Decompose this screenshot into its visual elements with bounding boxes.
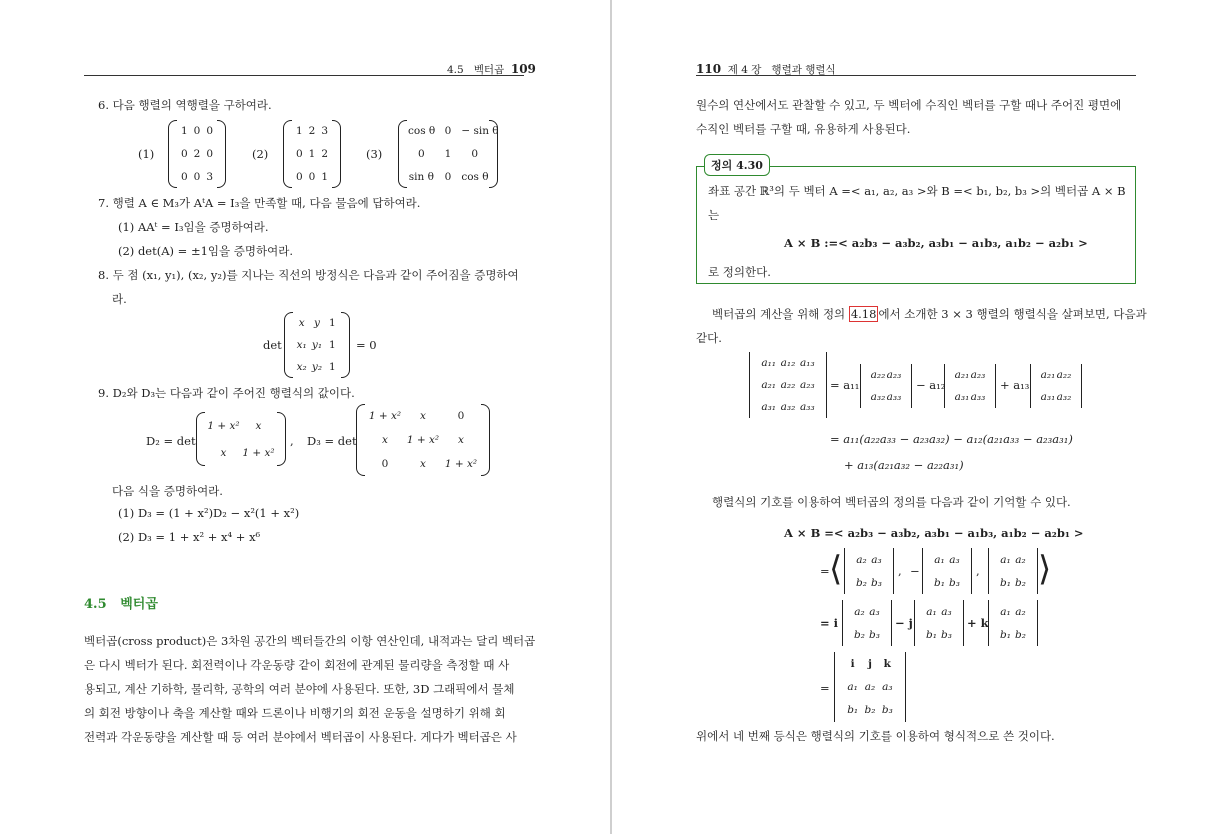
matrix-entry: a₃₁ bbox=[954, 391, 970, 403]
matrix-2 bbox=[283, 120, 341, 188]
definition-formula: A × B :=< a₂b₃ − a₃b₂, a₃b₁ − a₁b₃, a₁b₂ − a₂b₁ > bbox=[784, 236, 1088, 250]
intro-line-1: 원수의 연산에서도 관찰할 수 있고, 두 벡터에 수직인 벡터를 구할 때나 주어진 평면에 bbox=[696, 98, 1122, 112]
matrix-entry: 1 + x² bbox=[444, 458, 478, 470]
header-rule bbox=[696, 75, 1136, 76]
matrix-entry: x bbox=[420, 410, 426, 422]
matrix-3 bbox=[398, 120, 498, 188]
matrix-entry: a₁ bbox=[1000, 553, 1011, 566]
matrix-entry: 1 bbox=[328, 317, 336, 329]
matrix-entry: a₂₂ bbox=[1056, 369, 1072, 381]
problem-text: 다음 행렬의 역행렬을 구하여라. bbox=[112, 98, 272, 112]
definition-line-2: 는 bbox=[708, 208, 720, 222]
right-angle: ⟩ bbox=[1038, 549, 1052, 589]
matrix-entry: a₁₃ bbox=[799, 357, 815, 369]
expand-eq: = a₁₁ bbox=[830, 378, 860, 392]
matrix-entry: 1 + x² bbox=[368, 410, 402, 422]
matrix-entry: a₂₂ bbox=[780, 379, 796, 391]
matrix-entry: 1 bbox=[295, 125, 303, 138]
matrix-entry: y₁ bbox=[311, 339, 323, 351]
matrix-d3 bbox=[356, 404, 490, 476]
matrix-entry: x bbox=[220, 446, 227, 459]
matrix-entry: b₂ bbox=[864, 704, 876, 717]
definition-tag: 정의 4.30 bbox=[704, 154, 770, 176]
page-number: 109 bbox=[510, 62, 536, 76]
minor-i bbox=[842, 600, 892, 646]
matrix-entry: a₂ bbox=[1015, 605, 1026, 618]
matrix-entry: 0 bbox=[295, 148, 303, 160]
matrix-entry: a₂ bbox=[1015, 553, 1026, 566]
closing-text: 위에서 네 번째 등식은 행렬식의 기호를 이용하여 형식적으로 쓴 것이다. bbox=[696, 729, 1055, 743]
matrix-entry: k bbox=[883, 657, 891, 670]
matrix-entry: y₂ bbox=[311, 361, 323, 373]
matrix-entry: 1 bbox=[328, 361, 336, 373]
cross-eq-1: = bbox=[820, 564, 830, 578]
matrix-entry: x bbox=[382, 434, 388, 446]
matrix-entry: b₃ bbox=[871, 576, 882, 589]
expand-plus: + a₁₃ bbox=[1000, 378, 1030, 392]
symbolic-det bbox=[834, 652, 906, 722]
cross-j: − j bbox=[895, 616, 913, 630]
matrix-entry: a₃₃ bbox=[799, 401, 815, 413]
minor-k bbox=[988, 600, 1038, 646]
cross-comma-1: , bbox=[898, 564, 902, 578]
matrix-entry: − sin θ bbox=[461, 125, 499, 138]
matrix-entry: a₃₂ bbox=[780, 401, 796, 413]
header-section: 4.5 bbox=[447, 64, 464, 76]
comma: , bbox=[290, 434, 294, 448]
matrix-entry: x₂ bbox=[296, 361, 307, 373]
para2-line-1 bbox=[712, 307, 1147, 321]
cross-line-1: A × B =< a₂b₃ − a₃b₂, a₃b₁ − a₁b₃, a₁b₂ − a₂b₁ > bbox=[784, 526, 1084, 540]
minor-1 bbox=[844, 548, 894, 594]
matrix-entry: 0 bbox=[471, 148, 478, 160]
matrix-entry: a₂₃ bbox=[970, 369, 986, 381]
matrix-entry: a₁₂ bbox=[780, 357, 796, 369]
matrix-entry: 1 + x² bbox=[242, 446, 275, 459]
matrix-entry: a₂ bbox=[854, 605, 865, 618]
matrix-entry: cos θ bbox=[408, 125, 436, 138]
problem-6 bbox=[98, 98, 272, 112]
matrix-entry: a₂₁ bbox=[954, 369, 970, 381]
left-angle: ⟨ bbox=[829, 549, 843, 589]
matrix-entry: 1 + x² bbox=[207, 419, 240, 432]
section-number: 4.5 bbox=[84, 597, 107, 612]
matrix-entry: a₃₂ bbox=[870, 391, 886, 403]
prove-text: 다음 식을 증명하여라. bbox=[112, 484, 223, 498]
problem-number: 6. bbox=[98, 98, 109, 112]
header-rule bbox=[84, 75, 524, 76]
matrix-entry: a₃₂ bbox=[1056, 391, 1072, 403]
para3: 행렬식의 기호를 이용하여 벡터곱의 정의를 다음과 같이 기억할 수 있다. bbox=[712, 495, 1071, 509]
matrix-entry: a₂₃ bbox=[886, 369, 902, 381]
cross-k: + k bbox=[967, 616, 989, 630]
matrix-entry: a₃ bbox=[882, 681, 893, 693]
header-title: 행렬과 행렬식 bbox=[771, 64, 836, 76]
matrix-entry: i bbox=[850, 657, 855, 670]
matrix-entry: 2 bbox=[321, 148, 328, 160]
matrix-entry: 0 bbox=[180, 148, 188, 160]
matrix-entry: b₁ bbox=[926, 628, 937, 641]
matrix-entry: a₁₁ bbox=[761, 357, 776, 369]
matrix-entry: b₁ bbox=[1000, 628, 1011, 641]
matrix-d2 bbox=[196, 412, 286, 466]
matrix-entry: y bbox=[314, 317, 320, 329]
matrix-entry: b₂ bbox=[1015, 576, 1026, 589]
matrix-entry: 0 bbox=[193, 125, 201, 138]
matrix-entry: 0 bbox=[417, 148, 425, 160]
matrix-entry: 0 bbox=[444, 125, 452, 138]
para-line-3: 용되고, 계산 기하학, 물리학, 공학의 여러 분야에 사용된다. 또한, 3D 그래픽에서 물체 bbox=[84, 682, 515, 696]
matrix-entry: x₁ bbox=[296, 339, 307, 351]
matrix-entry: a₃ bbox=[871, 553, 882, 566]
para-line-2: 은 다시 벡터가 된다. 회전력이나 각운동량 같이 회전에 관계된 물리량을 측정할 때 사 bbox=[84, 658, 510, 672]
matrix-1 bbox=[168, 120, 226, 188]
det-label: det bbox=[263, 338, 282, 352]
cross-comma-2: , bbox=[976, 564, 980, 578]
matrix-entry: a₁ bbox=[1000, 605, 1011, 618]
matrix-entry: x bbox=[420, 458, 426, 470]
intro-line-2: 수직인 벡터를 구할 때, 유용하게 사용된다. bbox=[696, 122, 911, 136]
right-page bbox=[612, 0, 1222, 834]
problem-9: 9. D₂와 D₃는 다음과 같이 주어진 행렬식의 값이다. bbox=[98, 386, 355, 400]
matrix-entry: a₃ bbox=[869, 605, 880, 618]
page-number: 110 bbox=[696, 62, 722, 76]
matrix-entry: 1 bbox=[444, 148, 452, 160]
d2-label: D₂ = det bbox=[146, 434, 196, 448]
problem-8-line1: 8. 두 점 (x₁, y₁), (x₂, y₂)를 지나는 직선의 방정식은 다음과 같이 주어짐을 증명하여 bbox=[98, 268, 519, 282]
minor-3 bbox=[988, 548, 1038, 594]
matrix-entry: b₃ bbox=[941, 628, 952, 641]
label-2: (2) bbox=[252, 147, 269, 161]
cross-neg: − bbox=[910, 564, 920, 578]
label-1: (1) bbox=[138, 147, 155, 161]
expand-line-3: + a₁₃(a₂₁a₃₂ − a₂₂a₃₁) bbox=[844, 458, 964, 472]
matrix-entry: a₃₁ bbox=[761, 401, 776, 413]
matrix-entry: a₃ bbox=[941, 605, 952, 618]
matrix-entry: a₂₁ bbox=[761, 379, 776, 391]
cofactor-2 bbox=[944, 364, 996, 408]
cofactor-1 bbox=[860, 364, 912, 408]
matrix-entry: a₂₂ bbox=[870, 369, 886, 381]
matrix-entry: cos θ bbox=[461, 170, 489, 183]
matrix-entry: 0 bbox=[381, 458, 389, 470]
matrix-entry: 2 bbox=[193, 148, 201, 160]
left-page bbox=[0, 0, 610, 834]
matrix-entry: a₂₁ bbox=[1040, 369, 1056, 381]
matrix-entry: x bbox=[298, 317, 305, 329]
header-chapter: 제 4 장 bbox=[727, 64, 762, 76]
matrix-entry: j bbox=[868, 657, 872, 670]
matrix-entry: a₁ bbox=[847, 681, 858, 693]
para2-line-2: 같다. bbox=[696, 331, 722, 345]
matrix-entry: b₃ bbox=[869, 628, 880, 641]
matrix-entry: a₁ bbox=[926, 605, 937, 618]
matrix-entry: 0 bbox=[457, 410, 465, 422]
matrix-entry: x bbox=[255, 419, 262, 432]
matrix-entry: b₃ bbox=[881, 704, 893, 717]
matrix-entry: a₃₁ bbox=[1040, 391, 1056, 403]
matrix-entry: 1 bbox=[308, 148, 316, 160]
cofactor-3 bbox=[1030, 364, 1082, 408]
problem-7: 7. 행렬 A ∈ M₃가 AᵗA = I₃을 만족할 때, 다음 물음에 답하여라. bbox=[98, 196, 421, 210]
matrix-entry: 2 bbox=[308, 125, 316, 138]
matrix-entry: a₂₃ bbox=[799, 379, 815, 391]
para-line-1: 벡터곱(cross product)은 3차원 공간의 벡터들간의 이항 연산인데, 내적과는 달리 벡터곱 bbox=[84, 634, 536, 648]
problem-9-1: (1) D₃ = (1 + x²)D₂ − x²(1 + x²) bbox=[118, 506, 300, 520]
matrix-entry: 0 bbox=[308, 170, 316, 183]
matrix-entry: 0 bbox=[206, 148, 213, 160]
matrix-entry: sin θ bbox=[408, 170, 434, 183]
matrix-entry: a₂ bbox=[856, 553, 867, 566]
matrix-entry: b₂ bbox=[854, 628, 865, 641]
matrix-entry: a₁ bbox=[934, 553, 945, 566]
matrix-entry: b₁ bbox=[1000, 576, 1011, 589]
matrix-entry: 0 bbox=[444, 170, 452, 183]
matrix-entry: 0 bbox=[180, 170, 188, 183]
matrix-entry: 3 bbox=[321, 125, 328, 138]
matrix-entry: a₃₃ bbox=[886, 391, 902, 403]
problem-7-1: (1) AAᵗ = I₃임을 증명하여라. bbox=[118, 220, 269, 234]
matrix-entry: 3 bbox=[206, 170, 213, 183]
para2-post: 에서 소개한 3 × 3 행렬의 행렬식을 살펴보면, 다음과 bbox=[878, 307, 1147, 321]
expand-minus: − a₁₂ bbox=[916, 378, 946, 392]
matrix-entry: a₃ bbox=[949, 553, 960, 566]
equals-zero: = 0 bbox=[356, 338, 377, 352]
para-line-5: 전력과 각운동량을 계산할 때 등 여러 분야에서 벡터곱이 사용된다. 게다가 벡터곱은 사 bbox=[84, 730, 517, 744]
section-heading bbox=[84, 598, 158, 612]
definition-line-3: 로 정의한다. bbox=[708, 265, 771, 279]
minor-j bbox=[914, 600, 964, 646]
para-line-4: 의 회전 방향이나 축을 계산할 때와 드론이나 비행기의 회전 운동을 설명하기 위해 회 bbox=[84, 706, 506, 720]
matrix-entry: 0 bbox=[295, 170, 303, 183]
problem-7-2: (2) det(A) = ±1임을 증명하여라. bbox=[118, 244, 293, 258]
definition-line-1: 좌표 공간 ℝ³의 두 벡터 A =< a₁, a₂, a₃ >와 B =< b₁, b₂, b₃ >의 벡터곱 A × B bbox=[708, 184, 1126, 198]
matrix-entry: 0 bbox=[193, 170, 201, 183]
problem-9-2: (2) D₃ = 1 + x² + x⁴ + x⁶ bbox=[118, 530, 261, 544]
cross-eq-3: = bbox=[820, 681, 830, 695]
problem-8-line2: 라. bbox=[112, 292, 127, 306]
matrix-entry: 1 + x² bbox=[406, 434, 440, 446]
matrix-entry: a₂ bbox=[864, 681, 876, 693]
matrix-line-det bbox=[284, 312, 350, 378]
matrix-entry: 0 bbox=[206, 125, 213, 138]
matrix-entry: b₂ bbox=[856, 576, 867, 589]
matrix-entry: 1 bbox=[328, 339, 336, 351]
definition-ref-link[interactable]: 4.18 bbox=[850, 307, 877, 321]
matrix-entry: b₁ bbox=[934, 576, 945, 589]
matrix-entry: b₁ bbox=[847, 704, 859, 717]
para2-pre: 벡터곱의 계산을 위해 정의 bbox=[712, 307, 849, 321]
expand-line-2: = a₁₁(a₂₂a₃₃ − a₂₃a₃₂) − a₁₂(a₂₁a₃₃ − a₂₃a₃₁) bbox=[830, 432, 1073, 446]
matrix-entry: x bbox=[458, 434, 464, 446]
matrix-entry: a₃₃ bbox=[970, 391, 986, 403]
label-3: (3) bbox=[366, 147, 383, 161]
header-title: 벡터곱 bbox=[473, 64, 505, 76]
matrix-entry: b₃ bbox=[949, 576, 960, 589]
det-3x3 bbox=[749, 352, 827, 418]
minor-2 bbox=[922, 548, 972, 594]
matrix-entry: b₂ bbox=[1015, 628, 1026, 641]
matrix-entry: 1 bbox=[321, 170, 328, 183]
matrix-entry: 1 bbox=[180, 125, 188, 138]
cross-eq-2: = i bbox=[820, 616, 839, 630]
d3-label: D₃ = det bbox=[307, 434, 357, 448]
section-title: 벡터곱 bbox=[120, 597, 158, 612]
